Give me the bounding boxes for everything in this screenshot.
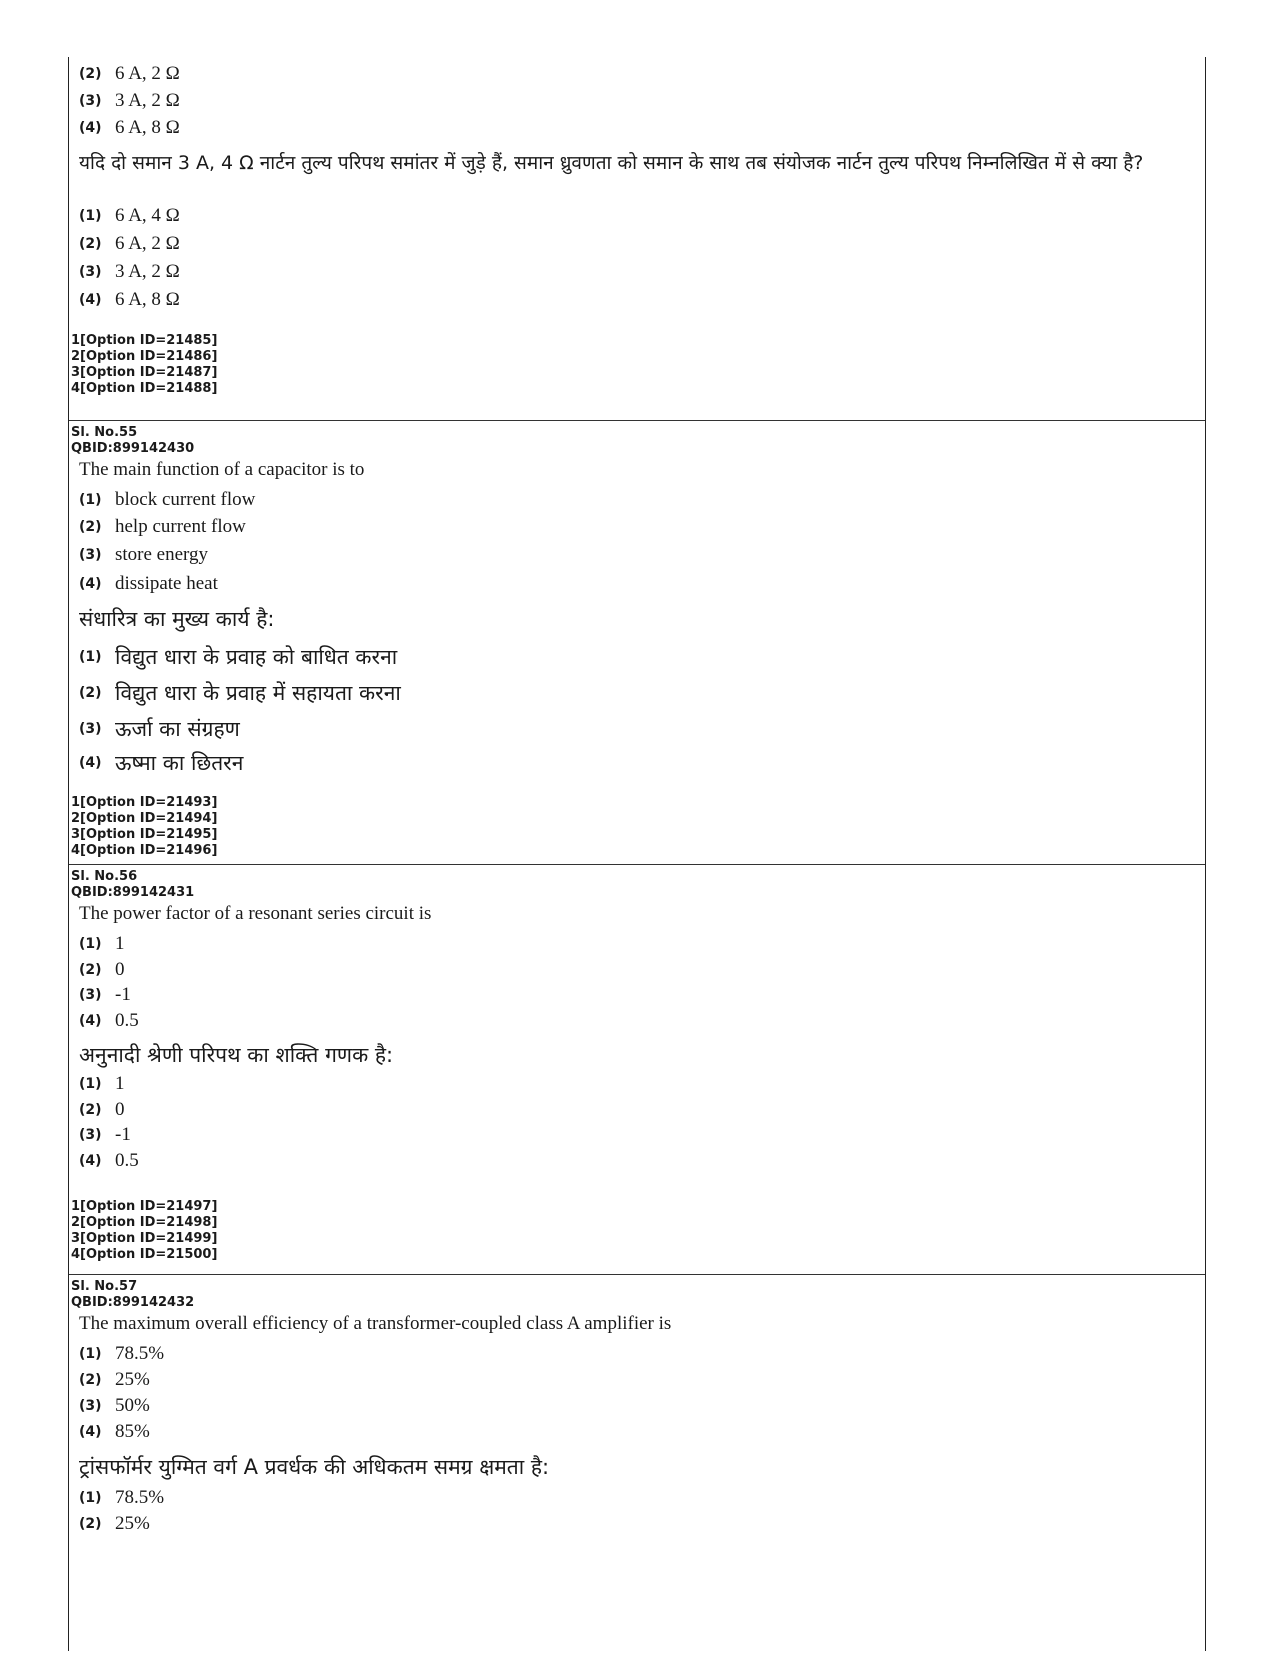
option-id: 1[Option ID=21493]	[71, 795, 218, 810]
serial-number: Sl. No.57	[71, 1279, 138, 1294]
option-row	[79, 90, 180, 112]
option-number: (1)	[79, 936, 102, 952]
option-text: 3 A, 2 Ω	[115, 90, 180, 111]
serial-number: Sl. No.56	[71, 869, 138, 884]
option-row	[79, 205, 180, 227]
option-number: (3)	[79, 1398, 102, 1414]
option-row	[79, 544, 208, 566]
option-row	[79, 261, 180, 283]
question-stem-english: The power factor of a resonant series circuit is	[79, 903, 432, 924]
question-stem-english: The maximum overall efficiency of a transformer-coupled class A amplifier is	[79, 1313, 672, 1334]
option-number: (1)	[79, 1346, 102, 1362]
option-text: 1	[115, 933, 125, 954]
option-text: -1	[115, 1124, 131, 1145]
option-row	[79, 643, 397, 671]
option-number: (4)	[79, 1424, 102, 1440]
question-stem-english: The main function of a capacitor is to	[79, 459, 365, 480]
option-row	[79, 233, 180, 255]
option-number: (1)	[79, 649, 102, 665]
option-number: (1)	[79, 1076, 102, 1092]
question-stem-hindi: संधारित्र का मुख्य कार्य है:	[79, 607, 275, 631]
option-text: block current flow	[115, 489, 256, 510]
option-id: 4[Option ID=21488]	[71, 381, 218, 396]
qbid: QBID:899142432	[71, 1295, 195, 1310]
option-text: 0.5	[115, 1010, 139, 1031]
option-row	[79, 749, 243, 777]
option-text: 3 A, 2 Ω	[115, 261, 180, 282]
qbid: QBID:899142431	[71, 885, 195, 900]
option-text: 85%	[115, 1421, 150, 1442]
option-text: 0	[115, 1099, 125, 1120]
option-id: 3[Option ID=21487]	[71, 365, 218, 380]
question-meta	[71, 425, 194, 457]
option-row	[79, 1099, 125, 1121]
option-id: 4[Option ID=21500]	[71, 1247, 218, 1262]
option-text: 1	[115, 1073, 125, 1094]
option-row	[79, 1343, 164, 1365]
option-number: (3)	[79, 547, 102, 563]
option-number: (4)	[79, 576, 102, 592]
option-number: (2)	[79, 519, 102, 535]
option-row	[79, 117, 180, 139]
option-number: (2)	[79, 236, 102, 252]
option-row	[79, 1395, 150, 1417]
option-row	[79, 959, 125, 981]
option-number: (4)	[79, 755, 102, 771]
question-block-57	[69, 1275, 1205, 1655]
option-id-list	[71, 795, 217, 859]
option-number: (3)	[79, 93, 102, 109]
option-id-list	[71, 333, 217, 397]
option-text: 6 A, 8 Ω	[115, 117, 180, 138]
question-meta	[71, 1279, 194, 1311]
option-row	[79, 984, 131, 1006]
question-paper-page	[68, 57, 1206, 1651]
option-id-list	[71, 1199, 217, 1263]
option-id: 1[Option ID=21497]	[71, 1199, 218, 1214]
option-text: 6 A, 2 Ω	[115, 63, 180, 84]
option-number: (2)	[79, 685, 102, 701]
option-row	[79, 1124, 131, 1146]
option-row	[79, 1421, 150, 1443]
option-text: 6 A, 4 Ω	[115, 205, 180, 226]
option-row	[79, 933, 125, 955]
option-text: 78.5%	[115, 1343, 165, 1364]
option-number: (1)	[79, 208, 102, 224]
option-number: (2)	[79, 1102, 102, 1118]
question-block-56	[69, 865, 1205, 1275]
option-id: 2[Option ID=21494]	[71, 811, 218, 826]
option-row	[79, 1150, 139, 1172]
option-text: विद्युत धारा के प्रवाह को बाधित करना	[115, 645, 398, 669]
option-number: (3)	[79, 987, 102, 1003]
option-text: 25%	[115, 1369, 150, 1390]
option-text: dissipate heat	[115, 573, 218, 594]
option-id: 4[Option ID=21496]	[71, 843, 218, 858]
option-number: (1)	[79, 1490, 102, 1506]
qbid: QBID:899142430	[71, 441, 195, 456]
option-text: ऊष्मा का छितरन	[115, 751, 244, 775]
option-number: (4)	[79, 1013, 102, 1029]
option-number: (3)	[79, 721, 102, 737]
option-number: (1)	[79, 492, 102, 508]
option-row	[79, 1369, 150, 1391]
option-number: (2)	[79, 962, 102, 978]
option-row	[79, 1487, 164, 1509]
option-row	[79, 715, 240, 743]
option-number: (3)	[79, 264, 102, 280]
option-text: -1	[115, 984, 131, 1005]
option-row	[79, 1073, 125, 1095]
question-meta	[71, 869, 194, 901]
option-text: 0	[115, 959, 125, 980]
option-number: (2)	[79, 1516, 102, 1532]
question-stem-hindi: ट्रांसफॉर्मर युग्मित वर्ग A प्रवर्धक की अधिकतम समग्र क्षमता है:	[79, 1455, 550, 1479]
serial-number: Sl. No.55	[71, 425, 138, 440]
option-text: 50%	[115, 1395, 150, 1416]
option-row	[79, 289, 180, 311]
option-number: (4)	[79, 120, 102, 136]
option-row	[79, 1010, 139, 1032]
option-row	[79, 516, 246, 538]
option-text: 78.5%	[115, 1487, 165, 1508]
option-text: 0.5	[115, 1150, 139, 1171]
question-block-prev	[69, 57, 1205, 421]
option-text: 6 A, 2 Ω	[115, 233, 180, 254]
option-number: (3)	[79, 1127, 102, 1143]
option-text: help current flow	[115, 516, 246, 537]
option-text: विद्युत धारा के प्रवाह में सहायता करना	[115, 681, 401, 705]
option-row	[79, 573, 218, 595]
option-number: (2)	[79, 1372, 102, 1388]
question-stem-hindi: अनुनादी श्रेणी परिपथ का शक्ति गणक है:	[79, 1043, 394, 1067]
option-id: 3[Option ID=21499]	[71, 1231, 218, 1246]
option-row	[79, 679, 401, 707]
option-row	[79, 1513, 150, 1535]
option-number: (4)	[79, 1153, 102, 1169]
option-id: 2[Option ID=21486]	[71, 349, 218, 364]
option-id: 2[Option ID=21498]	[71, 1215, 218, 1230]
question-stem-hindi: यदि दो समान 3 A, 4 Ω नार्टन तुल्य परिपथ समांतर में जुड़े हैं, समान ध्रुवणता को समान के साथ तब संयोजक नार्टन तुल्य परिपथ निम्नलिखित में से क्या है?	[79, 152, 1144, 174]
option-id: 3[Option ID=21495]	[71, 827, 218, 842]
option-number: (2)	[79, 66, 102, 82]
option-text: 25%	[115, 1513, 150, 1534]
option-text: 6 A, 8 Ω	[115, 289, 180, 310]
option-number: (4)	[79, 292, 102, 308]
option-row	[79, 63, 180, 85]
option-row	[79, 489, 255, 511]
option-text: store energy	[115, 544, 209, 565]
option-id: 1[Option ID=21485]	[71, 333, 218, 348]
question-block-55	[69, 421, 1205, 865]
option-text: ऊर्जा का संग्रहण	[115, 717, 240, 741]
